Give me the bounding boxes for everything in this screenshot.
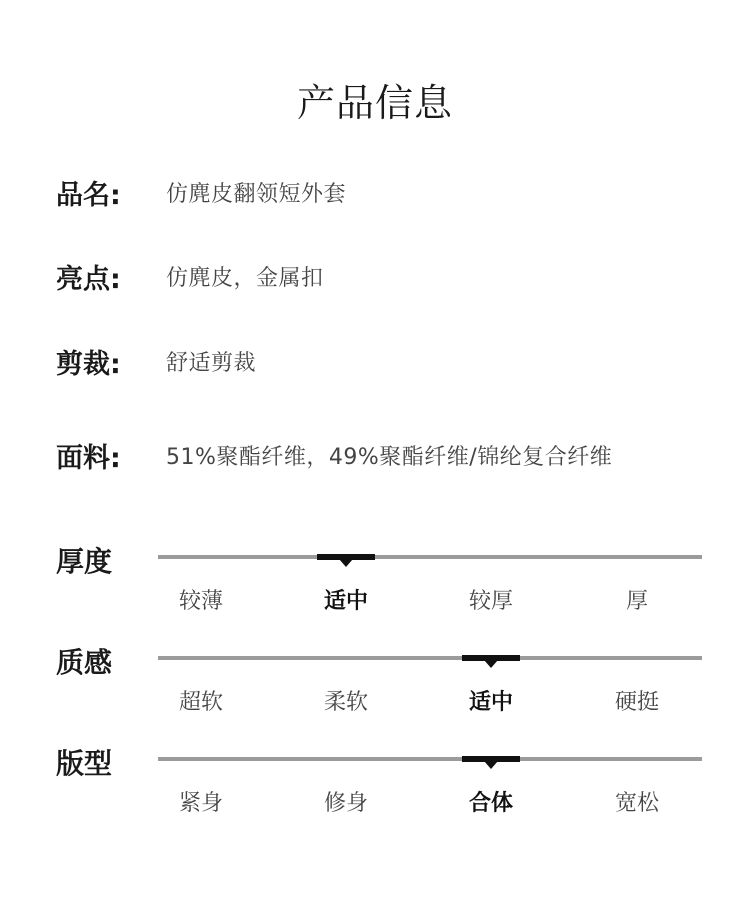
info-row-fabric <box>56 435 612 475</box>
info-row-name <box>56 172 346 212</box>
scale-label-texture: 质感 <box>56 646 113 679</box>
scale-indicator <box>317 554 375 560</box>
scale-option: 宽松 <box>614 791 659 816</box>
scale-option: 硬挺 <box>614 690 659 715</box>
info-label: 剪裁: <box>56 348 121 380</box>
scale-label-thickness: 厚度 <box>56 545 113 578</box>
scale-bar-fit <box>158 757 702 761</box>
scale-option: 适中 <box>468 690 513 715</box>
scale-label-fit: 版型 <box>56 747 113 780</box>
scale-option: 厚 <box>625 589 648 614</box>
info-value: 51%聚酯纤维，49%聚酯纤维/锦纶复合纤维 <box>166 444 613 470</box>
info-label: 品名: <box>56 179 121 211</box>
scale-indicator <box>462 655 520 661</box>
scale-option: 修身 <box>323 791 368 816</box>
indicator-arrow-icon <box>484 660 498 668</box>
info-value: 仿麂皮，金属扣 <box>166 265 324 291</box>
indicator-arrow-icon <box>484 761 498 769</box>
info-row-cut <box>56 341 256 381</box>
scale-indicator <box>462 756 520 762</box>
scale-option: 适中 <box>323 589 368 614</box>
info-value: 舒适剪裁 <box>166 350 257 376</box>
scale-option: 合体 <box>468 791 513 816</box>
indicator-arrow-icon <box>339 559 353 567</box>
scale-option: 较薄 <box>178 589 223 614</box>
scale-option: 柔软 <box>323 690 368 715</box>
scale-option: 超软 <box>178 690 223 715</box>
scale-option: 较厚 <box>468 589 513 614</box>
info-label: 面料: <box>56 442 121 474</box>
info-label: 亮点: <box>56 263 121 295</box>
info-value: 仿麂皮翻领短外套 <box>166 181 347 207</box>
scale-bar-texture <box>158 656 702 660</box>
scale-bar-thickness <box>158 555 702 559</box>
scale-option: 紧身 <box>178 791 223 816</box>
info-row-highlight <box>56 256 324 296</box>
page-title: 产品信息 <box>296 81 453 125</box>
